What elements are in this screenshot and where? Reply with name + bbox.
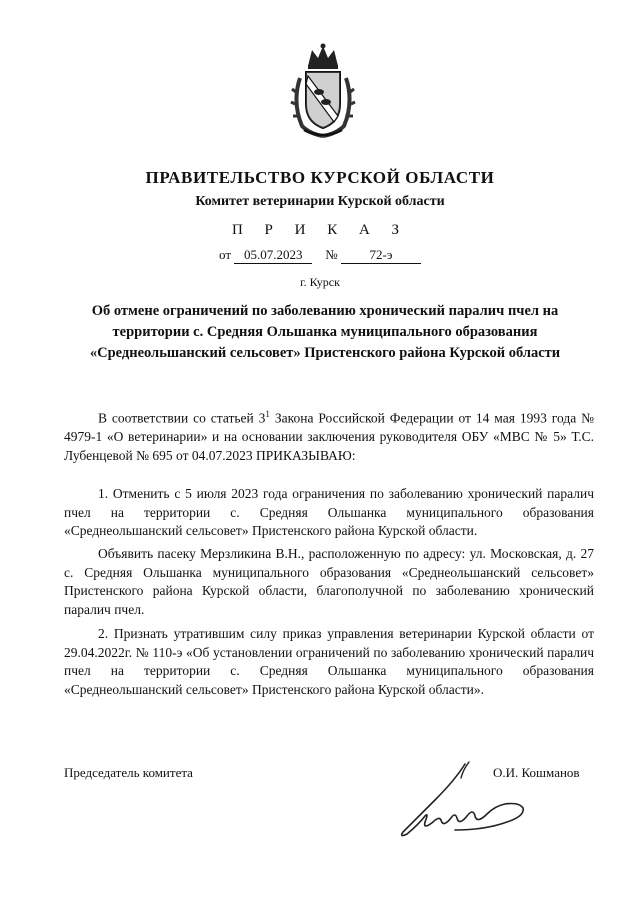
title-line: Об отмене ограничений по заболеванию хронический паралич пчел на <box>91 303 559 319</box>
city: г. Курск <box>300 275 340 289</box>
handwritten-signature-icon <box>395 760 530 840</box>
item-1: 1. Отменить с 5 июля 2023 года ограничения по заболеванию хронический паралич пчел на территории с. Средняя Ольшанка муниципального образования «Среднеольшанский сельсовет» Пристенского района Курской области. <box>64 486 594 538</box>
item-1-continuation: Объявить пасеку Мерзликина В.Н., расположенную по адресу: ул. Московская, д. 27 с. Средняя Ольшанка муниципального образования «Среднеольшанский сельсовет» Пристенского района Курской области, благополучной по заболеванию хронический паралич пчел. <box>64 546 594 617</box>
order-number: 72-э <box>341 247 421 264</box>
preamble-text: В соответствии со статьей 3 <box>98 410 266 426</box>
item-2: 2. Признать утратившим силу приказ управления ветеринарии Курской области от 29.04.2022г. № 110-э «Об установлении ограничений по заболеванию хронический паралич пчел на территории с. Средняя Ольшанка муниципального образования «Среднеольшанский сельсовет» Пристенского района Курской области». <box>64 626 594 697</box>
date-prefix: от <box>219 247 232 262</box>
article-superscript: 1 <box>265 409 270 419</box>
government-name: ПРАВИТЕЛЬСТВО КУРСКОЙ ОБЛАСТИ <box>145 168 495 187</box>
title-line: территории с. Средняя Ольшанка муниципального образования <box>112 324 538 340</box>
preamble-text-cont: Закона Российской Федерации от 14 мая 1993 года № 4979-1 «О ветеринарии» и на основании заключения руководителя ОБУ «МВС № 5» Т.С. Лубенцевой № 695 от 04.07.2023 ПРИКАЗЫВАЮ: <box>64 410 594 463</box>
signatory-name: О.И. Кошманов <box>493 765 580 780</box>
doc-type: П Р И К А З <box>231 222 409 238</box>
signatory-position: Председатель комитета <box>64 765 193 780</box>
order-date: 05.07.2023 <box>234 247 312 264</box>
preamble <box>64 405 594 465</box>
number-prefix: № <box>325 247 338 262</box>
date-line <box>0 247 640 264</box>
committee-name: Комитет ветеринарии Курской области <box>195 194 445 209</box>
coat-of-arms-icon <box>290 42 356 140</box>
order-title <box>60 301 590 364</box>
title-line: «Среднеольшанский сельсовет» Пристенского района Курской области <box>89 345 561 361</box>
